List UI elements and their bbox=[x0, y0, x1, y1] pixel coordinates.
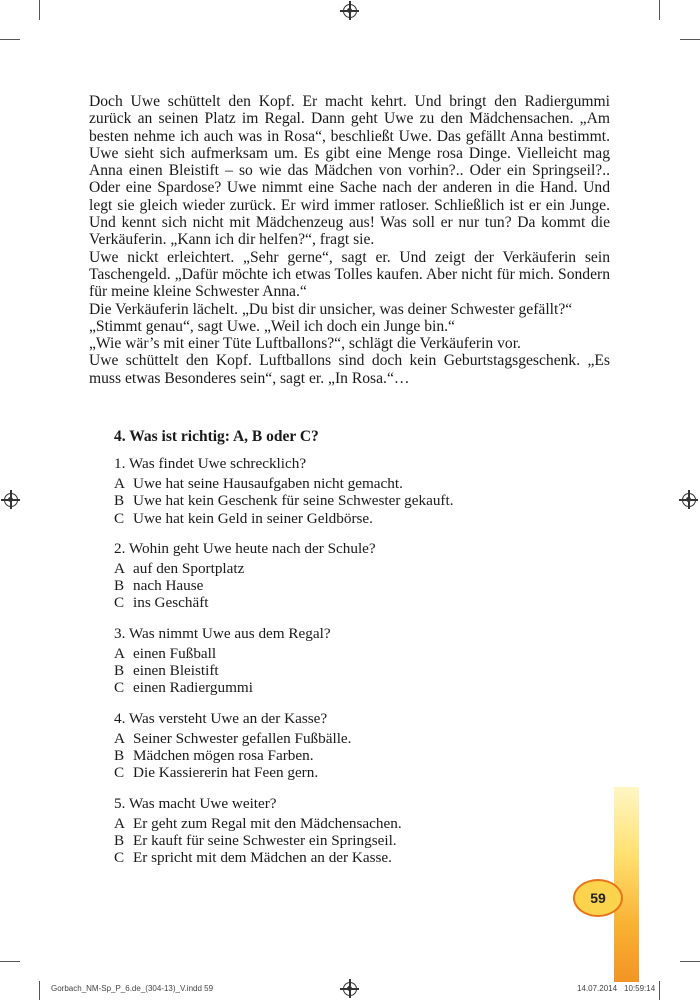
option-a bbox=[114, 475, 594, 492]
option-text: Uwe hat seine Hausaufgaben nicht gemacht. bbox=[133, 475, 403, 492]
option-letter: A bbox=[114, 475, 125, 492]
option-c bbox=[114, 510, 594, 527]
option-text: auf den Sportplatz bbox=[133, 559, 245, 577]
crop-mark-top-left-h bbox=[0, 39, 20, 40]
option-a bbox=[114, 560, 594, 577]
option-text: Uwe hat kein Geld in seiner Geldbörse. bbox=[133, 509, 373, 527]
footer-file: Gorbach_NM-Sp_P_6.de_(304-13)_V.indd 59 bbox=[51, 984, 214, 993]
option-b bbox=[114, 577, 594, 594]
option-text: Er spricht mit dem Mädchen an der Kasse. bbox=[133, 849, 392, 867]
question-text: 3. Was nimmt Uwe aus dem Regal? bbox=[114, 624, 331, 642]
exercise-title: 4. Was ist richtig: A, B oder C? bbox=[114, 428, 319, 445]
crop-mark-bottom-right-h bbox=[680, 961, 700, 962]
crop-mark-top-left bbox=[39, 0, 40, 20]
registration-mark-left bbox=[4, 493, 18, 507]
option-text: Die Kassiererin hat Feen gern. bbox=[133, 764, 319, 782]
option-letter: C bbox=[114, 679, 125, 697]
question-2 bbox=[114, 540, 594, 612]
story-paragraph: Uwe schüttelt den Kopf. Luftballons sind doch kein Geburtstagsgeschenk. „Es muss etwas Besonderes sein“, sagt er. „In Rosa.“… bbox=[89, 352, 610, 387]
option-letter: C bbox=[114, 509, 125, 527]
option-text: Mädchen mögen rosa Farben. bbox=[133, 746, 314, 764]
story-paragraph: „Wie wär’s mit einer Tüte Luftballons?“, schlägt die Verkäuferin vor. bbox=[89, 335, 521, 353]
option-b bbox=[114, 832, 594, 849]
crop-mark-bottom-left bbox=[39, 981, 40, 1000]
question-text: 2. Wohin geht Uwe heute nach der Schule? bbox=[114, 539, 376, 557]
option-text: Seiner Schwester gefallen Fußbälle. bbox=[133, 729, 352, 747]
option-letter: B bbox=[114, 831, 125, 849]
option-letter: A bbox=[114, 729, 125, 747]
question-1 bbox=[114, 455, 594, 527]
story-paragraph: Doch Uwe schüttelt den Kopf. Er macht kehrt. Und bringt den Radiergummi zurück an seinen Platz im Regal. Dann geht Uwe zu den Mädchensachen. „Am besten nehme ich auch was in Rosa“, beschließt Uwe. Das gefällt Anna bestimmt. Uwe sieht sich aufmerksam um. Es gibt eine Menge rosa Dinge. Vielleicht mag Anna einen Bleistift – so wie das Mädchen von vorhin?.. Oder ein Springseil?.. Oder eine Spardose? Uwe nimmt eine Sache nach der anderen in die Hand. Und legt sie gleich wieder zurück. Er wird immer ratloser. Schließlich ist er ein Junge. Und kennt sich nicht mit Mädchenzeug aus! Was soll er nur tun? Da kommt die Verkäuferin. „Kann ich dir helfen?“, fragt sie. bbox=[89, 93, 610, 249]
option-c bbox=[114, 594, 594, 611]
option-text: Er kauft für seine Schwester ein Springseil. bbox=[133, 831, 397, 849]
option-letter: B bbox=[114, 746, 125, 764]
question-3 bbox=[114, 625, 594, 697]
page-side-bar bbox=[614, 787, 639, 982]
option-letter: B bbox=[114, 492, 125, 510]
crop-mark-bottom-right bbox=[659, 981, 660, 1000]
story-text bbox=[89, 93, 610, 387]
story-paragraph: Die Verkäuferin lächelt. „Du bist dir unsicher, was deiner Schwester gefällt?“ bbox=[89, 300, 573, 318]
page-number-badge: 59 bbox=[573, 879, 623, 917]
option-letter: B bbox=[114, 577, 125, 595]
registration-mark-bottom bbox=[343, 982, 357, 996]
exercise-4 bbox=[114, 428, 594, 879]
option-a bbox=[114, 815, 594, 832]
option-letter: A bbox=[114, 644, 125, 662]
crop-mark-top-right bbox=[659, 0, 660, 20]
option-c bbox=[114, 764, 594, 781]
option-b bbox=[114, 492, 594, 509]
option-text: Uwe hat kein Geschenk für seine Schwester gekauft. bbox=[133, 492, 454, 510]
option-text: einen Fußball bbox=[133, 644, 217, 662]
story-paragraph: Uwe nickt erleichtert. „Sehr gerne“, sagt er. Und zeigt der Verkäuferin sein Taschengeld. „Dafür möchte ich etwas Tolles kaufen. Aber nicht für mich. Sondern für meine kleine Schwester Anna.“ bbox=[89, 248, 610, 301]
option-letter: C bbox=[114, 849, 125, 867]
option-text: ins Geschäft bbox=[133, 594, 209, 612]
option-b bbox=[114, 747, 594, 764]
option-text: einen Bleistift bbox=[133, 662, 219, 680]
option-a bbox=[114, 730, 594, 747]
story-paragraph: „Stimmt genau“, sagt Uwe. „Weil ich doch ein Junge bin.“ bbox=[89, 317, 455, 335]
footer-time: 10:59:14 bbox=[624, 984, 656, 993]
registration-mark-top bbox=[343, 4, 357, 18]
option-letter: B bbox=[114, 662, 125, 680]
option-text: nach Hause bbox=[133, 577, 204, 595]
question-text: 4. Was versteht Uwe an der Kasse? bbox=[114, 709, 328, 727]
crop-mark-bottom-left-h bbox=[0, 961, 20, 962]
option-c bbox=[114, 849, 594, 866]
option-letter: A bbox=[114, 814, 125, 832]
option-letter: C bbox=[114, 764, 125, 782]
question-4 bbox=[114, 710, 594, 782]
option-letter: A bbox=[114, 559, 125, 577]
registration-mark-right bbox=[682, 493, 696, 507]
option-c bbox=[114, 679, 594, 696]
option-a bbox=[114, 645, 594, 662]
question-text: 1. Was findet Uwe schrecklich? bbox=[114, 455, 307, 472]
option-letter: C bbox=[114, 594, 125, 612]
option-text: einen Radiergummi bbox=[133, 679, 253, 697]
question-5 bbox=[114, 795, 594, 867]
question-text: 5. Was macht Uwe weiter? bbox=[114, 794, 277, 812]
option-b bbox=[114, 662, 594, 679]
crop-mark-top-right-h bbox=[680, 39, 700, 40]
footer-date: 14.07.2014 bbox=[577, 984, 618, 993]
option-text: Er geht zum Regal mit den Mädchensachen. bbox=[133, 814, 402, 832]
